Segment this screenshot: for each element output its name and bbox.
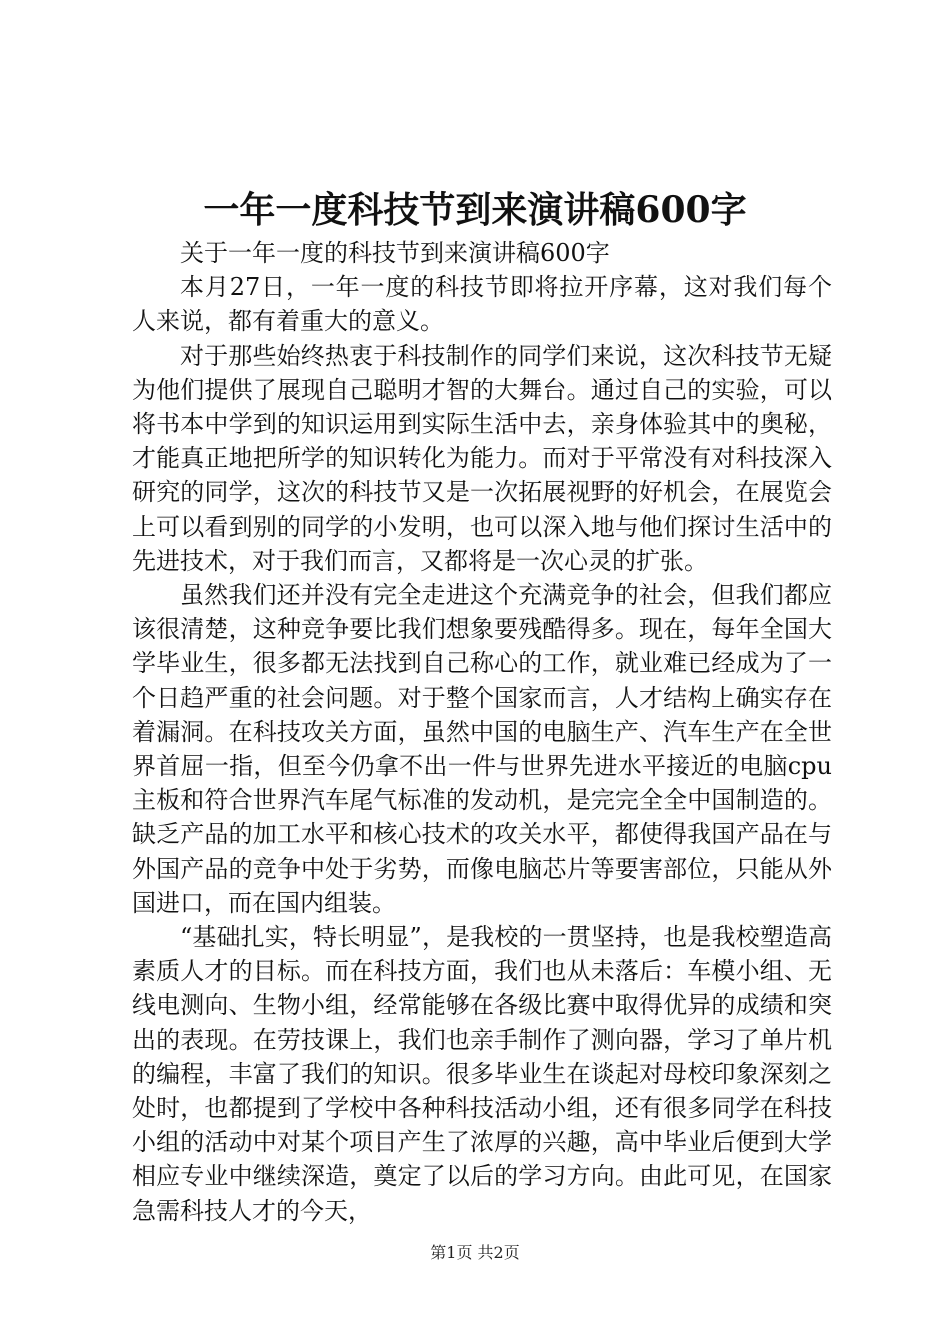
paragraph: “基础扎实，特长明显”，是我校的一贯坚持，也是我校塑造高素质人才的目标。而在科技方面，我们也从未落后：车模小组、无线电测向、生物小组，经常能够在各级比赛中取得优异的成绩和突出的表现。在劳技课上，我们也亲手制作了测向器，学习了单片机的编程，丰富了我们的知识。很多毕业生在谈起对母校印象深刻之处时，也都提到了学校中各种科技活动小组，还有很多同学在科技小组的活动中对某个项目产生了浓厚的兴趣，高中毕业后便到大学相应专业中继续深造，奠定了以后的学习方向。由此可见，在国家急需科技人才的今天， (132, 923, 832, 1225)
paragraph-subtitle: 关于一年一度的科技节到来演讲稿600字 (180, 239, 610, 267)
paragraph: 虽然我们还并没有完全走进这个充满竞争的社会，但我们都应该很清楚，这种竞争要比我们想象要残酷得多。现在，每年全国大学毕业生，很多都无法找到自己称心的工作，就业难已经成为了一个日趋严重的社会问题。对于整个国家而言，人才结构上确实存在着漏洞。在科技攻关方面，虽然中国的电脑生产、汽车生产在全世界首屈一指，但至今仍拿不出一件与世界先进水平接近的电脑cpu主板和符合世界汽车尾气标准的发动机，是完完全全中国制造的。缺乏产品的加工水平和核心技术的攻关水平，都使得我国产品在与外国产品的竞争中处于劣势，而像电脑芯片等要害部位，只能从外国进口，而在国内组装。 (132, 581, 832, 917)
document-body (132, 236, 832, 1228)
document-title: 一年一度科技节到来演讲稿600字 (203, 189, 747, 231)
page-number-footer: 第1页 共2页 (430, 1243, 520, 1262)
paragraph: 本月27日，一年一度的科技节即将拉开序幕，这对我们每个人来说，都有着重大的意义。 (132, 273, 832, 336)
paragraph: 对于那些始终热衷于科技制作的同学们来说，这次科技节无疑为他们提供了展现自己聪明才智的大舞台。通过自己的实验，可以将书本中学到的知识运用到实际生活中去，亲身体验其中的奥秘，才能真正地把所学的知识转化为能力。而对于平常没有对科技深入研究的同学，这次的科技节又是一次拓展视野的好机会，在展览会上可以看到别的同学的小发明，也可以深入地与他们探讨生活中的先进技术，对于我们而言，又都将是一次心灵的扩张。 (132, 341, 832, 575)
